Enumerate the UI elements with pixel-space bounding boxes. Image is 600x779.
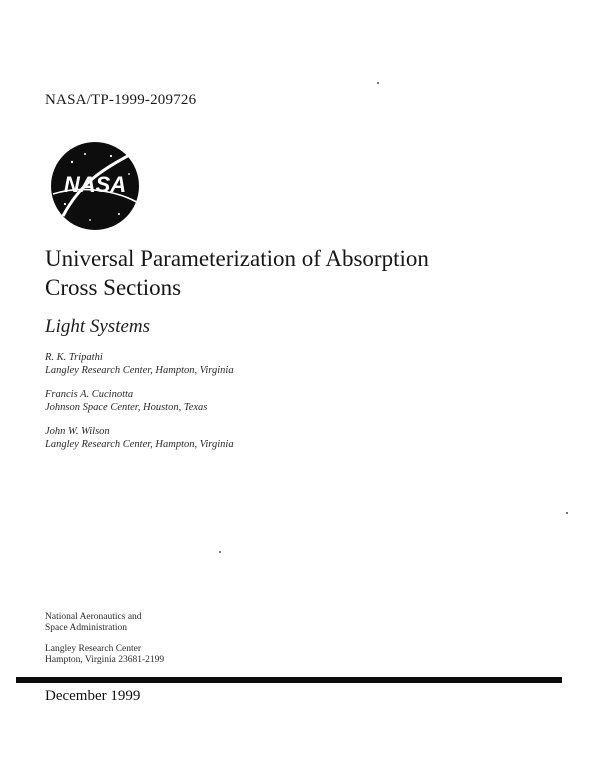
publication-date: December 1999 [45,688,141,704]
title-line-1: Universal Parameterization of Absorption [45,246,429,271]
scan-speck [219,551,221,553]
nasa-logo-icon [45,134,157,234]
org-line-2: Space Administration [45,623,128,633]
author-name: R. K. Tripathi [45,352,103,363]
author-block [45,351,234,377]
author-affiliation: Langley Research Center, Hampton, Virginia [45,365,234,376]
scan-speck [377,82,379,84]
author-affiliation: Johnson Space Center, Houston, Texas [45,402,208,413]
author-block [45,388,234,414]
center-line-2: Hampton, Virginia 23681-2199 [45,655,165,665]
document-subtitle: Light Systems [45,316,151,337]
scan-speck [566,512,568,514]
report-number: NASA/TP-1999-209726 [45,92,197,108]
author-list [45,351,234,462]
logo-text: NASA [63,172,127,197]
center-line-1: Langley Research Center [45,644,142,654]
author-name: John W. Wilson [45,426,110,437]
horizontal-rule [16,677,562,683]
publisher-block [45,612,164,666]
document-title [45,244,429,302]
author-name: Francis A. Cucinotta [45,389,134,400]
org-line-1: National Aeronautics and [45,612,142,622]
author-affiliation: Langley Research Center, Hampton, Virginia [45,439,234,450]
title-line-2: Cross Sections [45,275,182,300]
author-block [45,425,234,451]
